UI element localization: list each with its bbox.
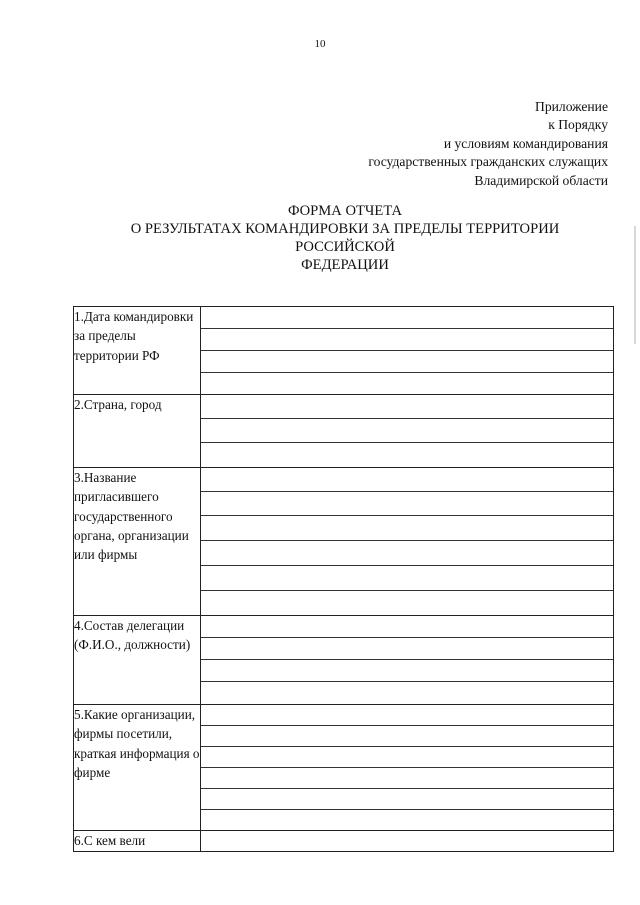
- fill-line[interactable]: [201, 638, 613, 660]
- form-row-visited-organizations: [74, 705, 614, 831]
- fill-line[interactable]: [201, 541, 613, 566]
- title-line: ФЕДЕРАЦИИ: [301, 257, 389, 273]
- fill-line[interactable]: [201, 307, 613, 329]
- appendix-line: и условиям командирования: [443, 135, 608, 151]
- report-form-table: [73, 306, 614, 852]
- fill-line[interactable]: [201, 810, 613, 830]
- form-fill-area[interactable]: [201, 831, 614, 852]
- title-line: ФОРМА ОТЧЕТА: [287, 203, 403, 219]
- form-row-date: [74, 307, 614, 395]
- fill-line[interactable]: [201, 660, 613, 682]
- fill-line[interactable]: [201, 831, 613, 851]
- fill-line[interactable]: [201, 789, 613, 810]
- fill-line[interactable]: [201, 591, 613, 615]
- fill-line[interactable]: [201, 705, 613, 726]
- fill-line[interactable]: [201, 726, 613, 747]
- appendix-line: государственных гражданских служащих: [368, 154, 608, 170]
- form-row-label: 2.Страна, город: [74, 395, 201, 468]
- form-row-delegation: [74, 616, 614, 705]
- form-row-label: 6.С кем вели: [74, 831, 201, 852]
- fill-line[interactable]: [201, 747, 613, 768]
- form-row-label: 1.Дата командировки за пределы территории РФ: [74, 307, 201, 395]
- form-row-label: 5.Какие организации, фирмы посетили, краткая информация о фирме: [74, 705, 201, 831]
- title-line: О РЕЗУЛЬТАТАХ КОМАНДИРОВКИ ЗА ПРЕДЕЛЫ ТЕРРИТОРИИ: [130, 221, 560, 237]
- form-fill-area[interactable]: [201, 616, 614, 705]
- fill-line[interactable]: [201, 329, 613, 351]
- title-line: РОССИЙСКОЙ: [295, 239, 395, 255]
- form-title: [90, 202, 600, 274]
- form-row-negotiations: [74, 831, 614, 852]
- fill-line[interactable]: [201, 616, 613, 638]
- form-row-inviting-organization: [74, 468, 614, 616]
- form-row-label: 3.Название пригласившего государственного органа, организации или фирмы: [74, 468, 201, 616]
- form-row-country-city: [74, 395, 614, 468]
- form-row-label: 4.Состав делегации (Ф.И.О., должности): [74, 616, 201, 705]
- fill-line[interactable]: [201, 492, 613, 516]
- fill-line[interactable]: [201, 468, 613, 492]
- appendix-line: Приложение: [535, 99, 608, 114]
- form-fill-area[interactable]: [201, 307, 614, 395]
- form-fill-area[interactable]: [201, 705, 614, 831]
- fill-line[interactable]: [201, 419, 613, 443]
- fill-line[interactable]: [201, 682, 613, 704]
- fill-line[interactable]: [201, 351, 613, 373]
- fill-line[interactable]: [201, 516, 613, 541]
- form-fill-area[interactable]: [201, 468, 614, 616]
- appendix-caption: [248, 98, 608, 190]
- appendix-line: Владимирской области: [474, 172, 608, 188]
- fill-line[interactable]: [201, 566, 613, 591]
- fill-line[interactable]: [201, 373, 613, 394]
- form-fill-area[interactable]: [201, 395, 614, 468]
- scan-edge-mark: [634, 226, 636, 344]
- appendix-line: к Порядку: [548, 117, 608, 133]
- fill-line[interactable]: [201, 768, 613, 789]
- fill-line[interactable]: [201, 443, 613, 467]
- fill-line[interactable]: [201, 395, 613, 419]
- page-number: 10: [314, 38, 326, 50]
